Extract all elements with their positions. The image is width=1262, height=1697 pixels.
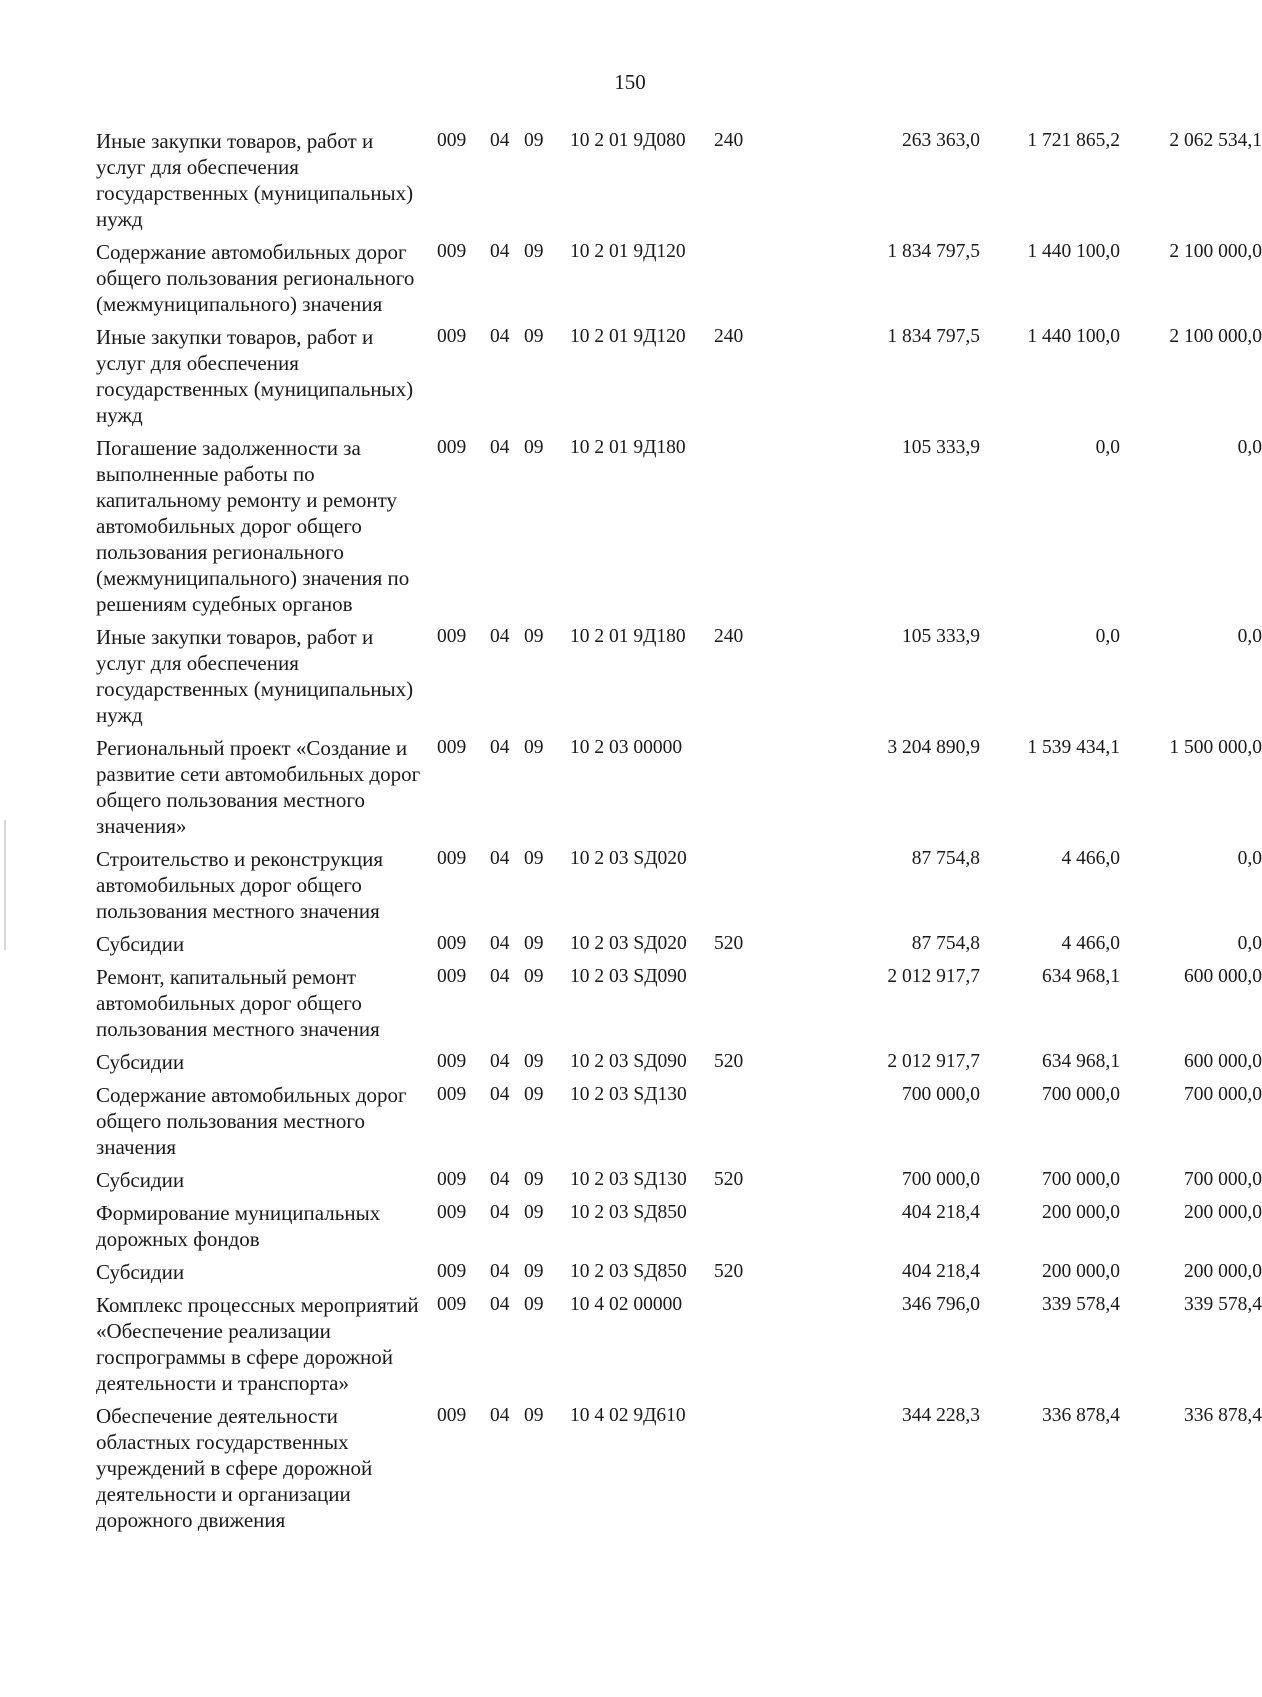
target-article-code: 10 2 03 SД020 (570, 933, 687, 954)
table-row (96, 128, 1262, 232)
ministry-code: 009 (437, 437, 467, 458)
ministry-code: 009 (437, 1294, 467, 1315)
amount-year-1: 105 333,9 (902, 626, 980, 647)
amount-year-1: 1 834 797,5 (887, 326, 980, 347)
target-article-code: 10 2 03 00000 (570, 737, 683, 758)
table-row (96, 964, 1262, 1042)
amount-year-3: 200 000,0 (1184, 1261, 1262, 1282)
ministry-code: 009 (437, 1169, 467, 1190)
scan-edge-mark (4, 820, 6, 950)
target-article-code: 10 2 03 SД090 (570, 966, 687, 987)
amount-year-1: 87 754,8 (911, 933, 980, 954)
amount-year-1: 3 204 890,9 (887, 737, 980, 758)
table-row (96, 1049, 1262, 1075)
amount-year-3: 0,0 (1237, 437, 1262, 458)
amount-year-2: 700 000,0 (1042, 1084, 1120, 1105)
amount-year-2: 1 440 100,0 (1027, 241, 1120, 262)
ministry-code: 009 (437, 241, 467, 262)
amount-year-1: 700 000,0 (902, 1084, 980, 1105)
ministry-code: 009 (437, 1051, 467, 1072)
section-code: 04 (490, 1084, 510, 1105)
row-name: Содержание автомобильных дорог общего пользования местного значения (96, 1083, 407, 1159)
row-name: Субсидии (96, 1050, 185, 1074)
amount-year-1: 105 333,9 (902, 437, 980, 458)
row-name: Иные закупки товаров, работ и услуг для обеспечения государственных (муниципальных) нужд (96, 325, 414, 427)
subsection-code: 09 (524, 1084, 544, 1105)
expense-type-code: 520 (714, 1169, 744, 1190)
target-article-code: 10 2 03 SД090 (570, 1051, 687, 1072)
table-row (96, 1167, 1262, 1193)
amount-year-3: 339 578,4 (1184, 1294, 1262, 1315)
amount-year-2: 336 878,4 (1042, 1405, 1120, 1426)
amount-year-2: 0,0 (1095, 626, 1120, 647)
amount-year-1: 344 228,3 (902, 1405, 980, 1426)
amount-year-2: 200 000,0 (1042, 1202, 1120, 1223)
subsection-code: 09 (524, 848, 544, 869)
amount-year-2: 634 968,1 (1042, 966, 1120, 987)
amount-year-3: 2 100 000,0 (1169, 241, 1262, 262)
section-code: 04 (490, 1169, 510, 1190)
amount-year-3: 700 000,0 (1184, 1084, 1262, 1105)
target-article-code: 10 2 01 9Д180 (570, 626, 686, 647)
ministry-code: 009 (437, 848, 467, 869)
subsection-code: 09 (524, 1169, 544, 1190)
table-row (96, 1082, 1262, 1160)
amount-year-1: 2 012 917,7 (887, 1051, 980, 1072)
amount-year-3: 1 500 000,0 (1169, 737, 1262, 758)
subsection-code: 09 (524, 130, 544, 151)
ministry-code: 009 (437, 737, 467, 758)
expense-type-code: 520 (714, 1051, 744, 1072)
subsection-code: 09 (524, 241, 544, 262)
amount-year-1: 700 000,0 (902, 1169, 980, 1190)
amount-year-3: 2 100 000,0 (1169, 326, 1262, 347)
table-row (96, 735, 1262, 839)
table-row (96, 435, 1262, 617)
amount-year-3: 600 000,0 (1184, 1051, 1262, 1072)
row-name: Формирование муниципальных дорожных фондов (96, 1201, 381, 1251)
subsection-code: 09 (524, 437, 544, 458)
ministry-code: 009 (437, 933, 467, 954)
section-code: 04 (490, 737, 510, 758)
amount-year-3: 600 000,0 (1184, 966, 1262, 987)
subsection-code: 09 (524, 326, 544, 347)
amount-year-2: 200 000,0 (1042, 1261, 1120, 1282)
ministry-code: 009 (437, 326, 467, 347)
section-code: 04 (490, 130, 510, 151)
amount-year-1: 1 834 797,5 (887, 241, 980, 262)
subsection-code: 09 (524, 966, 544, 987)
amount-year-1: 2 012 917,7 (887, 966, 980, 987)
subsection-code: 09 (524, 737, 544, 758)
amount-year-1: 404 218,4 (902, 1202, 980, 1223)
section-code: 04 (490, 626, 510, 647)
amount-year-3: 2 062 534,1 (1169, 130, 1262, 151)
amount-year-1: 263 363,0 (902, 130, 980, 151)
amount-year-2: 1 721 865,2 (1027, 130, 1120, 151)
table-row (96, 1403, 1262, 1533)
target-article-code: 10 2 01 9Д080 (570, 130, 686, 151)
ministry-code: 009 (437, 1202, 467, 1223)
target-article-code: 10 2 01 9Д180 (570, 437, 686, 458)
section-code: 04 (490, 1051, 510, 1072)
row-name: Ремонт, капитальный ремонт автомобильных дорог общего пользования местного значения (96, 965, 380, 1041)
amount-year-3: 0,0 (1237, 626, 1262, 647)
table-row (96, 1292, 1262, 1396)
row-name: Иные закупки товаров, работ и услуг для обеспечения государственных (муниципальных) нужд (96, 129, 414, 231)
subsection-code: 09 (524, 1405, 544, 1426)
section-code: 04 (490, 848, 510, 869)
row-name: Содержание автомобильных дорог общего пользования регионального (межмуниципального) значения (96, 240, 415, 316)
row-name: Погашение задолженности за выполненные работы по капитальному ремонту и ремонту автомобильных дорог общего пользования регионального (межмуниципального) значения по решениям судебных органов (96, 436, 410, 616)
subsection-code: 09 (524, 1294, 544, 1315)
table-row (96, 624, 1262, 728)
amount-year-2: 0,0 (1095, 437, 1120, 458)
amount-year-2: 1 539 434,1 (1027, 737, 1120, 758)
table-row (96, 1200, 1262, 1252)
amount-year-3: 200 000,0 (1184, 1202, 1262, 1223)
expense-type-code: 240 (714, 326, 744, 347)
ministry-code: 009 (437, 626, 467, 647)
target-article-code: 10 2 03 SД850 (570, 1202, 687, 1223)
table-row (96, 1259, 1262, 1285)
amount-year-1: 404 218,4 (902, 1261, 980, 1282)
subsection-code: 09 (524, 1202, 544, 1223)
amount-year-2: 700 000,0 (1042, 1169, 1120, 1190)
section-code: 04 (490, 966, 510, 987)
amount-year-3: 700 000,0 (1184, 1169, 1262, 1190)
section-code: 04 (490, 437, 510, 458)
expense-type-code: 240 (714, 130, 744, 151)
amount-year-3: 336 878,4 (1184, 1405, 1262, 1426)
amount-year-1: 346 796,0 (902, 1294, 980, 1315)
table-row (96, 239, 1262, 317)
subsection-code: 09 (524, 626, 544, 647)
section-code: 04 (490, 326, 510, 347)
section-code: 04 (490, 241, 510, 262)
row-name: Комплекс процессных мероприятий «Обеспечение реализации госпрограммы в сфере дорожной деятельности и транспорта» (96, 1293, 419, 1395)
amount-year-2: 4 466,0 (1061, 848, 1120, 869)
row-name: Субсидии (96, 932, 185, 956)
section-code: 04 (490, 1202, 510, 1223)
amount-year-3: 0,0 (1237, 933, 1262, 954)
row-name: Обеспечение деятельности областных государственных учреждений в сфере дорожной деятельности и организации дорожного движения (96, 1404, 373, 1532)
section-code: 04 (490, 1261, 510, 1282)
row-name: Иные закупки товаров, работ и услуг для обеспечения государственных (муниципальных) нужд (96, 625, 414, 727)
target-article-code: 10 4 02 9Д610 (570, 1405, 686, 1426)
target-article-code: 10 2 03 SД850 (570, 1261, 687, 1282)
section-code: 04 (490, 1405, 510, 1426)
page-number: 150 (614, 70, 646, 94)
target-article-code: 10 2 01 9Д120 (570, 326, 686, 347)
table-row (96, 846, 1262, 924)
section-code: 04 (490, 933, 510, 954)
ministry-code: 009 (437, 966, 467, 987)
target-article-code: 10 2 03 SД130 (570, 1084, 687, 1105)
amount-year-1: 87 754,8 (911, 848, 980, 869)
row-name: Субсидии (96, 1168, 185, 1192)
amount-year-2: 4 466,0 (1061, 933, 1120, 954)
ministry-code: 009 (437, 1261, 467, 1282)
expense-type-code: 520 (714, 933, 744, 954)
subsection-code: 09 (524, 933, 544, 954)
expense-type-code: 520 (714, 1261, 744, 1282)
budget-table (96, 128, 1262, 1540)
target-article-code: 10 4 02 00000 (570, 1294, 683, 1315)
amount-year-2: 634 968,1 (1042, 1051, 1120, 1072)
row-name: Региональный проект «Создание и развитие сети автомобильных дорог общего пользования местного значения» (96, 736, 421, 838)
expense-type-code: 240 (714, 626, 744, 647)
section-code: 04 (490, 1294, 510, 1315)
ministry-code: 009 (437, 1405, 467, 1426)
target-article-code: 10 2 03 SД020 (570, 848, 687, 869)
target-article-code: 10 2 01 9Д120 (570, 241, 686, 262)
target-article-code: 10 2 03 SД130 (570, 1169, 687, 1190)
subsection-code: 09 (524, 1051, 544, 1072)
amount-year-2: 1 440 100,0 (1027, 326, 1120, 347)
row-name: Строительство и реконструкция автомобильных дорог общего пользования местного значения (96, 847, 383, 923)
table-row (96, 324, 1262, 428)
row-name: Субсидии (96, 1260, 185, 1284)
ministry-code: 009 (437, 130, 467, 151)
amount-year-2: 339 578,4 (1042, 1294, 1120, 1315)
subsection-code: 09 (524, 1261, 544, 1282)
amount-year-3: 0,0 (1237, 848, 1262, 869)
ministry-code: 009 (437, 1084, 467, 1105)
table-row (96, 931, 1262, 957)
